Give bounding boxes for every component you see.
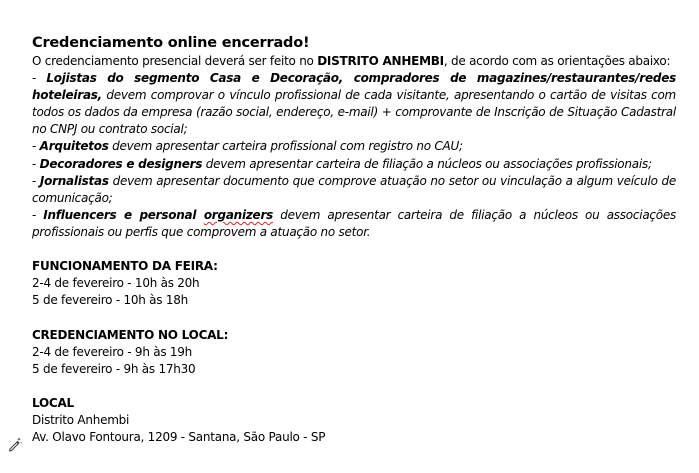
intro-text-end: , de acordo com as orientações abaixo: <box>443 54 671 68</box>
item-text: devem apresentar carteira profissional com registro no CAU; <box>108 139 463 154</box>
location-name: Distrito Anhembi <box>32 412 130 427</box>
editor-pen-sparkle-icon[interactable] <box>7 436 23 452</box>
list-item-jornalistas <box>32 173 676 207</box>
schedule-line: 2-4 de fevereiro - 10h às 20h <box>32 276 200 291</box>
list-item-lojistas <box>32 70 676 138</box>
blank-line <box>32 241 676 258</box>
list-item-arquitetos <box>32 138 676 155</box>
item-bold-label: Arquitetos <box>39 139 109 154</box>
section-title-funcionamento: FUNCIONAMENTO DA FEIRA: <box>32 259 218 274</box>
item-bold-label: Decoradores e designers <box>39 156 203 171</box>
blank-line <box>32 309 676 326</box>
blank-line <box>32 378 676 395</box>
section-title-local: LOCAL <box>32 395 74 410</box>
intro-paragraph <box>32 53 676 70</box>
bullet-dash: - <box>32 173 40 188</box>
bullet-dash: - <box>32 71 47 86</box>
item-text: devem comprovar o vínculo profissional de cada visitante, apresentando o cartão de visitas com todos os dados da empresa (razão social, endereço, e-mail) + comprovante de Inscrição de Situação Cadastral no CNPJ ou contrato social; <box>32 88 676 137</box>
list-item-influencers <box>32 207 676 241</box>
item-text: devem apresentar carteira de filiação a núcleos ou associações profissionais; <box>202 156 652 171</box>
bullet-dash: - <box>32 207 44 222</box>
document-body <box>32 34 676 446</box>
schedule-line: 2-4 de fevereiro - 9h às 19h <box>32 344 193 359</box>
schedule-line: 5 de fevereiro - 9h às 17h30 <box>32 361 196 376</box>
venue-name: DISTRITO ANHEMBI <box>317 54 444 68</box>
item-bold-label: Jornalistas <box>39 173 109 188</box>
item-text: devem apresentar carteira de filiação a núcleos ou associações profissionais ou perfis que comprovem a atuação no setor. <box>32 207 676 239</box>
spelling-flagged-word[interactable]: organizers <box>203 207 274 222</box>
location-address: Av. Olavo Fontoura, 1209 - Santana, São Paulo - SP <box>32 430 326 445</box>
item-text: devem apresentar documento que comprove atuação no setor ou vinculação a algum veículo de comunicação; <box>32 173 676 205</box>
list-item-decoradores <box>32 156 676 173</box>
schedule-line: 5 de fevereiro - 10h às 18h <box>32 293 188 308</box>
page-title: Credenciamento online encerrado! <box>32 35 310 51</box>
item-bold-label: Lojistas do segmento Casa e Decoração, compradores de magazines/restaurantes/redes hoteleiras, <box>32 71 676 103</box>
item-bold-label: Influencers e personal <box>43 207 204 222</box>
section-title-credenciamento: CREDENCIAMENTO NO LOCAL: <box>32 327 229 342</box>
intro-text: O credenciamento presencial deverá ser feito no <box>32 54 318 68</box>
bullet-dash: - <box>32 156 40 171</box>
bullet-dash: - <box>32 139 40 154</box>
